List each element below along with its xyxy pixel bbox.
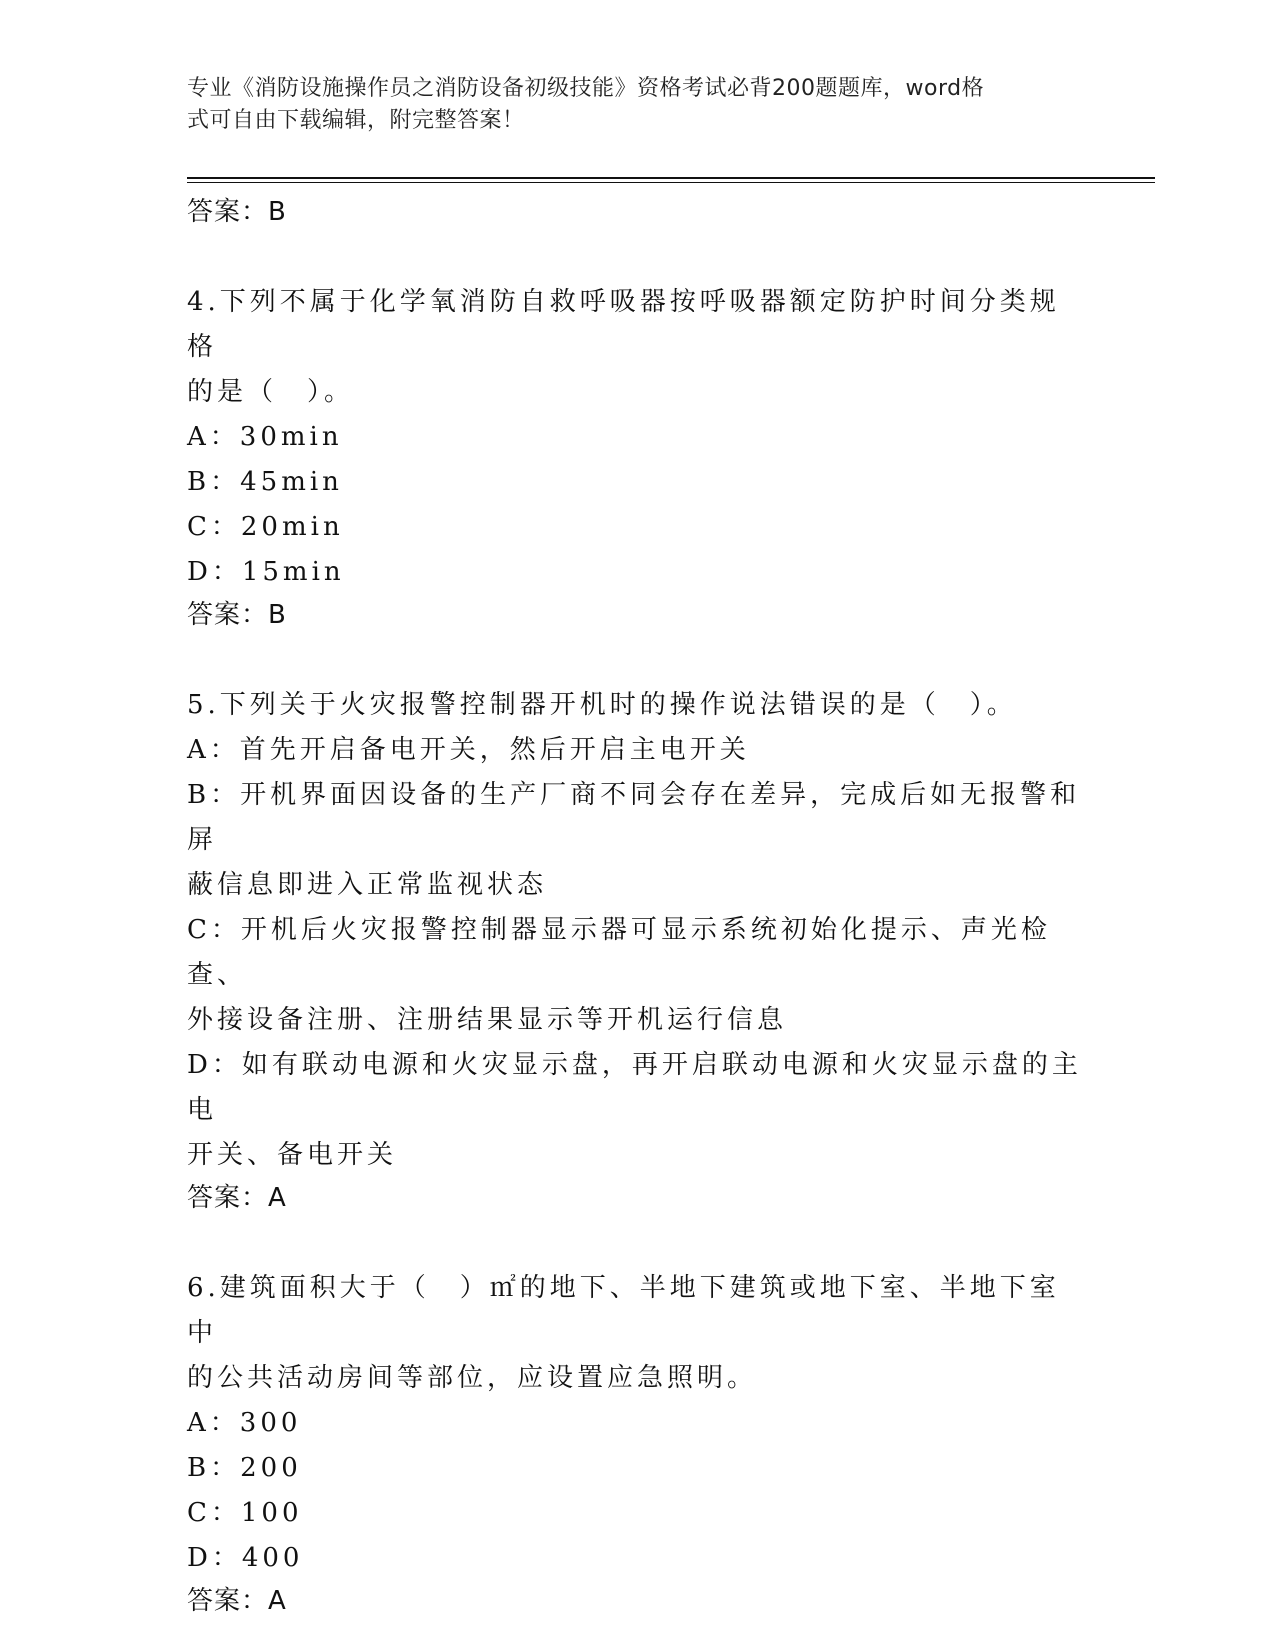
answer-label: 答案：A (187, 1183, 287, 1213)
answer-label: 答案：A (187, 1586, 287, 1616)
option-d: D：如有联动电源和火灾显示盘，再开启联动电源和火灾显示盘的主电 (187, 1050, 1082, 1125)
header-line-2: 式可自由下载编辑，附完整答案！ (187, 108, 525, 133)
option-a: A：首先开启备电开关，然后开启主电开关 (187, 735, 750, 765)
document-header (187, 73, 1067, 137)
option-d: D：15min (187, 557, 345, 587)
option-c-continued: 外接设备注册、注册结果显示等开机运行信息 (187, 1005, 788, 1035)
question-text: 4.下列不属于化学氧消防自救呼吸器按呼吸器额定防护时间分类规格 (187, 287, 1060, 362)
question-text: 的是（ ）。 (187, 377, 355, 407)
option-a: A：300 (187, 1408, 302, 1438)
option-d: D：400 (187, 1543, 304, 1573)
option-b: B：45min (187, 467, 343, 497)
question-item (187, 280, 1087, 635)
option-c: C：20min (187, 512, 344, 542)
option-c: C：100 (187, 1498, 303, 1528)
option-b: B：200 (187, 1453, 302, 1483)
option-b: B：开机界面因设备的生产厂商不同会存在差异，完成后如无报警和屏 (187, 780, 1081, 855)
question-item (187, 1266, 1087, 1621)
question-list (187, 192, 1087, 1621)
header-divider-thin (187, 182, 1155, 183)
option-d-continued: 开关、备电开关 (187, 1140, 398, 1170)
question-text: 的公共活动房间等部位，应设置应急照明。 (187, 1363, 758, 1393)
header-divider-thick (187, 177, 1155, 179)
answer-label: 答案：B (187, 600, 287, 630)
question-text: 6.建筑面积大于（ ）㎡的地下、半地下建筑或地下室、半地下室中 (187, 1273, 1060, 1348)
option-c: C：开机后火灾报警控制器显示器可显示系统初始化提示、声光检查、 (187, 915, 1051, 990)
option-a: A：30min (187, 422, 343, 452)
question-item (187, 683, 1087, 1218)
answer-label: 答案：B (187, 197, 287, 227)
question-text: 5.下列关于火灾报警控制器开机时的操作说法错误的是（ ）。 (187, 690, 1017, 720)
option-b-continued: 蔽信息即进入正常监视状态 (187, 870, 548, 900)
header-line-1: 专业《消防设施操作员之消防设备初级技能》资格考试必背200题题库，word格 (187, 76, 985, 101)
